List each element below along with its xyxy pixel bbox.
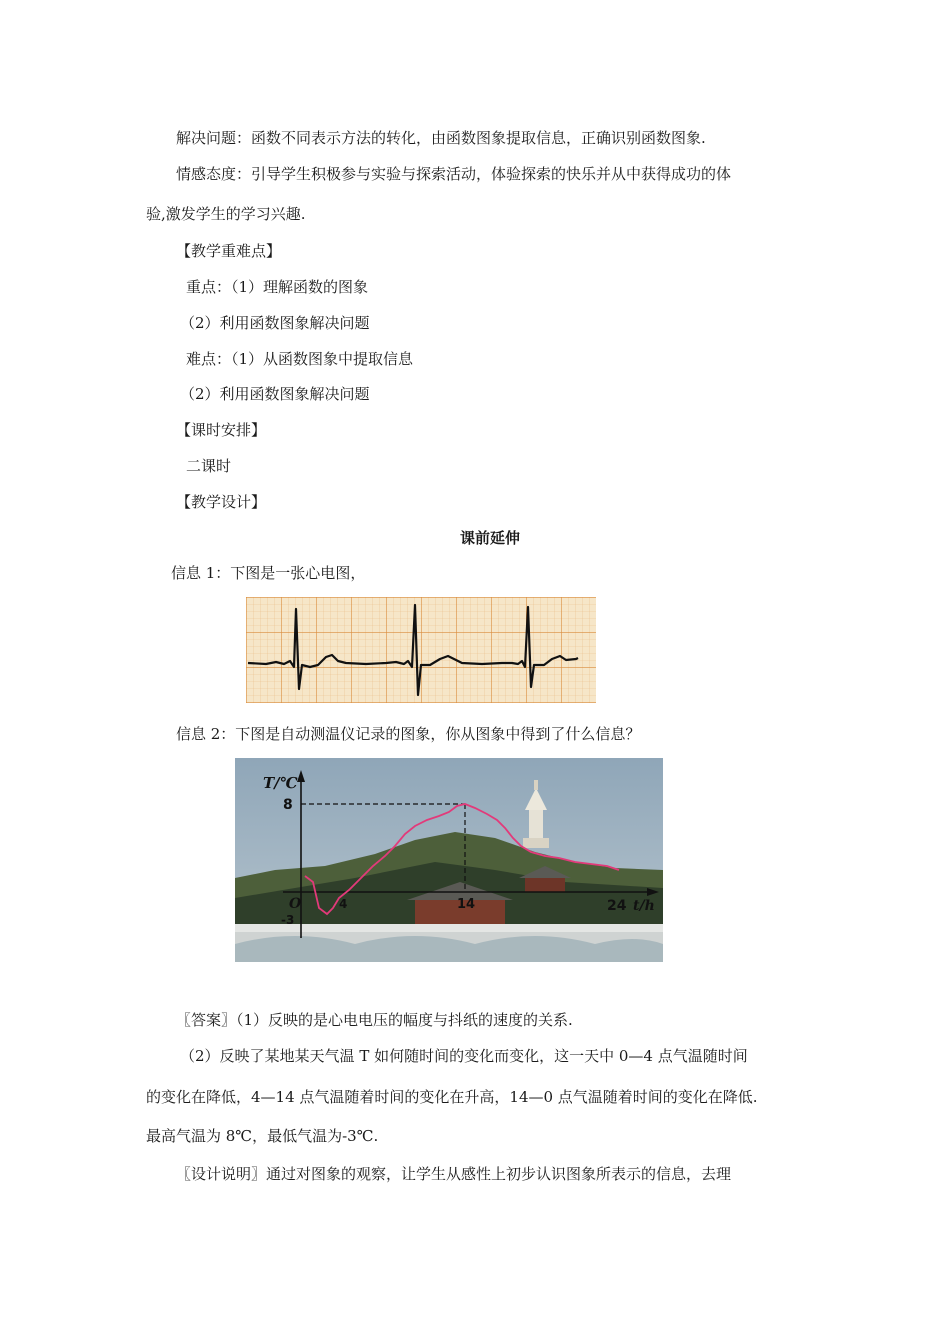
heading-schedule: 【课时安排】 [176, 421, 267, 439]
answer-2: （2）反映了某地某天气温 T 如何随时间的变化而变化，这一天中 0—4 点气温随时间 [180, 1047, 748, 1065]
paragraph-emotion-attitude: 情感态度：引导学生积极参与实验与探索活动，体验探索的快乐并从中获得成功的体 [176, 165, 732, 183]
y-tick-minus3: -3 [281, 913, 295, 927]
heading-key-difficult-points: 【教学重难点】 [176, 242, 282, 260]
info-1-caption: 信息 1：下图是一张心电图， [171, 564, 366, 582]
key-point-2: （2）利用函数图象解决问题 [180, 314, 370, 332]
key-point-1: 重点：（1）理解函数的图象 [186, 278, 369, 296]
ecg-chart [246, 597, 596, 703]
x-axis-label: t/h [633, 898, 655, 914]
x-tick-14: 14 [457, 897, 476, 912]
answer-1: 〖答案〗（1）反映的是心电电压的幅度与抖纸的速度的关系. [176, 1011, 573, 1029]
x-tick-4: 4 [339, 897, 348, 911]
y-axis-label: T/℃ [263, 774, 298, 792]
temperature-chart [235, 758, 663, 962]
difficult-point-2: （2）利用函数图象解决问题 [180, 385, 370, 403]
design-note: 〖设计说明〗通过对图象的观察，让学生从感性上初步认识图象所表示的信息，去理 [176, 1165, 732, 1183]
section-title: 课前延伸 [460, 529, 521, 547]
origin-label: O [289, 896, 302, 912]
paragraph-emotion-attitude-cont: 验,激发学生的学习兴趣. [146, 205, 306, 223]
difficult-point-1: 难点：（1）从函数图象中提取信息 [186, 350, 414, 368]
heading-teaching-design: 【教学设计】 [176, 493, 267, 511]
y-tick-8: 8 [283, 797, 293, 813]
temperature-figure [235, 758, 663, 962]
schedule-value: 二课时 [186, 457, 232, 475]
answer-2-cont-2: 最高气温为 8℃，最低气温为-3℃. [146, 1127, 379, 1145]
answer-2-cont-1: 的变化在降低，4—14 点气温随着时间的变化在升高，14—0 点气温随着时间的变化在降低. [146, 1088, 758, 1106]
x-tick-24: 24 [607, 898, 627, 914]
ecg-figure [246, 597, 596, 703]
info-2-caption: 信息 2：下图是自动测温仪记录的图象，你从图象中得到了什么信息？ [176, 725, 641, 743]
bridge [235, 924, 663, 962]
paragraph-problem-solving: 解决问题：函数不同表示方法的转化，由函数图象提取信息，正确识别函数图象. [176, 129, 706, 147]
